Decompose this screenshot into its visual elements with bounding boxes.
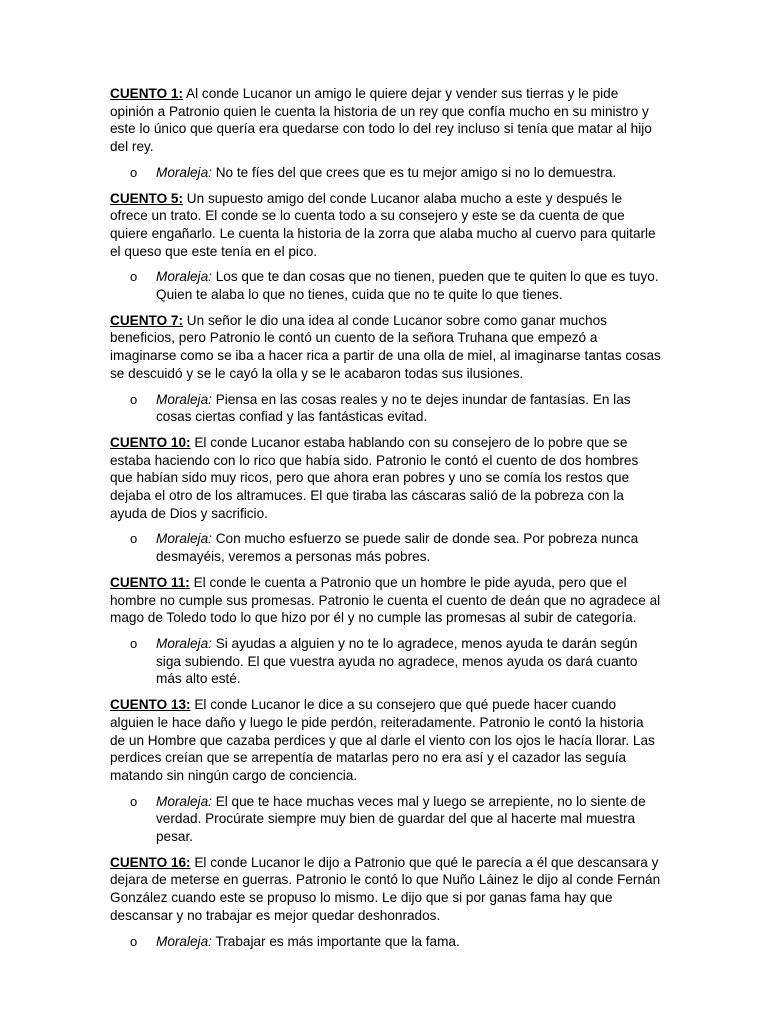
cuento-text: El conde le cuenta a Patronio que un hombre le pide ayuda, pero que el hombre no cumple sus promesas. Patronio le cuenta el cuento de deán que no agradece al mago de Toledo todo lo que hizo por él y no cumple las promesas al subir de categoría.	[110, 574, 661, 626]
cuento-heading: CUENTO 16:	[110, 854, 191, 870]
cuento-text: El conde Lucanor le dijo a Patronio que qué le parecía a él que descansara y dejara de meterse en guerras. Patronio le contó lo que Nuño Láinez le dijo al conde Fernán González cuando este se propuso lo mismo. Le dijo que si por ganas fama hay que descansar y no trabajar es mejor quedar deshonrados.	[110, 854, 661, 923]
moraleja-label: Moraleja:	[156, 635, 212, 651]
moraleja-text: El que te hace muchas veces mal y luego se arrepiente, no lo siente de verdad. Procúrate siempre muy bien de guardar del que al hacerte mal muestra pesar.	[156, 793, 646, 845]
bullet-circle-icon: o	[130, 635, 138, 651]
moraleja-text: Si ayudas a alguien y no te lo agradece, menos ayuda te darán según siga subiendo. El que vuestra ayuda no agradece, menos ayuda os dará cuanto más alto esté.	[156, 635, 638, 687]
cuento-paragraph	[110, 85, 662, 156]
moraleja-label: Moraleja:	[156, 793, 212, 809]
bullet-circle-icon: o	[130, 391, 138, 407]
moraleja-label: Moraleja:	[156, 269, 212, 285]
bullet-circle-icon: o	[130, 793, 138, 809]
moraleja-item	[110, 793, 662, 846]
cuento-paragraph	[110, 312, 662, 383]
moraleja-text: Los que te dan cosas que no tienen, pueden que te quiten lo que es tuyo. Quien te alaba lo que no tienes, cuida que no te quite lo que tienes.	[156, 269, 659, 303]
cuento-heading: CUENTO 13:	[110, 697, 191, 713]
moraleja-item	[110, 635, 662, 688]
bullet-circle-icon: o	[130, 531, 138, 547]
cuento-text: Un supuesto amigo del conde Lucanor alaba mucho a este y después le ofrece un trato. El conde se lo cuenta todo a su consejero y este se da cuenta de que quiere engañarlo. Le cuenta la historia de la zorra que alaba mucho al cuervo para quitarle el queso que este tenía en el pico.	[110, 190, 656, 259]
cuento-heading: CUENTO 1:	[110, 86, 184, 101]
cuento-text: Al conde Lucanor un amigo le quiere dejar y vender sus tierras y le pide opinión a Patronio quien le cuenta la historia de un rey que confía mucho en su ministro y este lo único que quería era quedarse con todo lo del rey incluso si tenía que matar al hijo del rey.	[110, 86, 652, 155]
cuento-paragraph	[110, 574, 662, 627]
moraleja-text: Piensa en las cosas reales y no te dejes inundar de fantasías. En las cosas ciertas confiad y las fantásticas evitad.	[156, 391, 631, 425]
moraleja-item	[110, 164, 662, 182]
bullet-circle-icon: o	[130, 164, 138, 180]
cuento-paragraph	[110, 434, 662, 523]
bullet-circle-icon: o	[130, 269, 138, 285]
moraleja-text: Con mucho esfuerzo se puede salir de donde sea. Por pobreza nunca desmayéis, veremos a personas más pobres.	[156, 531, 639, 565]
moraleja-item	[110, 933, 662, 951]
cuento-paragraph	[110, 190, 662, 261]
cuento-heading: CUENTO 10:	[110, 434, 191, 450]
moraleja-text: No te fíes del que crees que es tu mejor amigo si no lo demuestra.	[211, 164, 617, 180]
moraleja-item	[110, 391, 662, 426]
moraleja-label: Moraleja:	[156, 164, 212, 180]
moraleja-label: Moraleja:	[156, 391, 212, 407]
cuento-heading: CUENTO 11:	[110, 574, 190, 590]
moraleja-text: Trabajar es más importante que la fama.	[211, 933, 460, 949]
cuento-heading: CUENTO 5:	[110, 190, 184, 206]
moraleja-label: Moraleja:	[156, 531, 212, 547]
cuento-paragraph	[110, 696, 662, 785]
cuento-heading: CUENTO 7:	[110, 312, 184, 328]
moraleja-label: Moraleja:	[156, 933, 212, 949]
moraleja-item	[110, 530, 662, 565]
bullet-circle-icon: o	[130, 933, 138, 949]
cuento-text: El conde Lucanor estaba hablando con su consejero de lo pobre que se estaba haciendo con lo rico que había sido. Patronio le contó el cuento de dos hombres que habían sido muy ricos, pero que ahora eran pobres y uno se comía los restos que dejaba el otro de los altramuces. El que tiraba las cáscaras salió de la pobreza con la ayuda de Dios y sacrificio.	[110, 434, 639, 521]
cuento-text: El conde Lucanor le dice a su consejero que qué puede hacer cuando alguien le hace daño y luego le pide perdón, reiteradamente. Patronio le contó la historia de un Hombre que cazaba perdices y que al darle el viento con los ojos le hacía llorar. Las perdices creían que se arrepentía de matarlas pero no era así y el cazador las seguía matando sin ningún cargo de conciencia.	[110, 697, 655, 783]
cuento-paragraph	[110, 854, 662, 925]
moraleja-item	[110, 268, 662, 303]
cuento-text: Un señor le dio una idea al conde Lucanor sobre como ganar muchos beneficios, pero Patronio le contó un cuento de la señora Truhana que empezó a imaginarse como se iba a hacer rica a partir de una olla de miel, al imaginarse tantas cosas se descuidó y se le cayó la olla y se le acabaron todas sus ilusiones.	[110, 312, 661, 381]
